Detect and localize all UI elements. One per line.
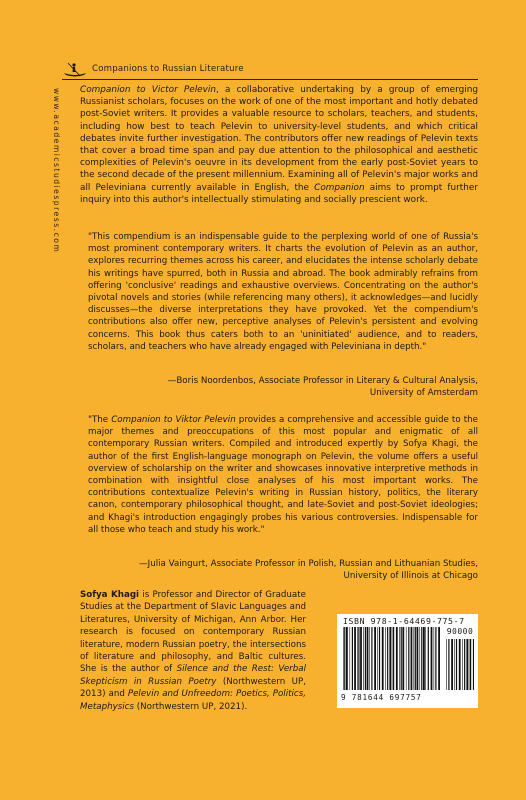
barcode-bar	[408, 627, 409, 690]
barcode-bar	[451, 639, 453, 690]
book-description	[80, 84, 478, 206]
barcode-bar	[377, 627, 378, 690]
series-name: Companions to Russian Literature	[92, 64, 244, 74]
isbn-label: ISBN 978-1-64469-775-7	[343, 616, 465, 626]
barcode-bar	[358, 627, 359, 690]
barcode-bar	[401, 627, 402, 690]
endorsement-attribution-1: —Boris Noordenbos, Associate Professor in Literary & Cultural Analysis, University of Amsterdam	[167, 376, 478, 399]
barcode-bar	[360, 627, 362, 690]
isbn-barcode	[337, 614, 478, 708]
barcode-bar	[363, 627, 364, 690]
price-addon-digits: 90000	[446, 627, 474, 636]
barcode-bar	[402, 627, 404, 690]
barcode-bar	[446, 639, 447, 690]
barcode-bar	[414, 627, 415, 690]
barcode-bar	[459, 639, 461, 690]
description-text-1: , a collaborative undertaking by a group of emerging Russianist scholars, focuses on the work of one of the most important and hotly debated post-Soviet writers. It provides a valuable resource to scholars, teachers, and students, including how best to teach Pelevin to university-level students, and which critical debates invite further investigation. The contributors offer new readings of Pelevin texts that cover a broad time span and pay due attention to the philosophical and aesthetic complexities of Pelevin's oeuvre in its development from the early post-Soviet years to the second decade of the present millennium. Examining all of Pelevin's major works and all Peleviniana currently available in English, the	[80, 85, 478, 193]
barcode-bar	[392, 627, 393, 690]
barcode-bar	[367, 627, 369, 690]
endorsement-attribution-2: —Julia Vaingurt, Associate Professor in Polish, Russian and Lithuanian Studies, University of Illinois at Chicago	[138, 559, 478, 582]
barcode-bar	[399, 627, 400, 690]
barcode-bar	[448, 639, 449, 690]
barcode-bar	[369, 627, 370, 690]
barcode-bar	[419, 627, 420, 690]
quote2-book-title: Companion to Viktor Pelevin	[111, 415, 236, 425]
barcode-bar	[438, 627, 440, 690]
rower-boat-icon	[62, 60, 88, 78]
barcode-bar	[431, 627, 433, 690]
barcode-bar	[371, 627, 372, 690]
barcode-bar	[423, 627, 425, 690]
barcode-bar	[411, 627, 413, 690]
author-bio	[80, 589, 306, 713]
barcode-bar	[456, 639, 457, 690]
barcode-bar	[470, 639, 471, 690]
barcode-bar	[421, 627, 422, 690]
description-text-2: aims to prompt further inquiry into this author's intellectually stimulating and socially prescient work.	[80, 182, 478, 205]
barcode-bar	[428, 627, 429, 690]
barcode-bars	[343, 627, 442, 690]
barcode-bar	[464, 639, 465, 690]
barcode-bar	[346, 627, 348, 690]
barcode-bar	[374, 627, 376, 690]
barcode-bar	[469, 639, 470, 690]
bio-book-2: Pelevin and Unfreedom: Poetics, Politics, Metaphysics	[80, 689, 306, 712]
barcode-bar	[406, 627, 407, 690]
quote2-text: provides a comprehensive and accessible guide to the major themes and preoccupations of this most popular and enigmatic of all contemporary Russian writers. Compiled and introduced expertly by Sofya Khagi, the author of the first English-language monograph on Pelevin, the volume offers a useful overview of scholarship on the writer and showcases innovative interpretive methods in combination with insightful close analyses of his most important works. The contributions contextualize Pelevin's writing in Russian history, politics, the literary canon, contemporary philosophical thought, and late-Soviet and post-Soviet ideologies; and Khagi's introduction engagingly probes his various controversies. Indispensable for all those who teach and study his work."	[88, 415, 478, 535]
barcode-bar	[425, 627, 426, 690]
barcode-bar	[387, 627, 388, 690]
addon-barcode-bars	[446, 639, 474, 690]
barcode-bar	[473, 639, 474, 690]
barcode-bar	[434, 627, 435, 690]
barcode-bar	[343, 627, 344, 690]
series-header	[62, 60, 478, 78]
barcode-bar	[352, 627, 353, 690]
quote2-prefix: "The	[88, 415, 112, 425]
publisher-url[interactable]	[50, 88, 62, 274]
barcode-bar	[462, 639, 463, 690]
barcode-bar	[393, 627, 394, 690]
barcode-bar	[365, 627, 366, 690]
series-divider	[62, 79, 478, 80]
barcode-bar	[435, 627, 436, 690]
barcode-bar	[357, 627, 358, 690]
barcode-bar	[385, 627, 386, 690]
barcode-bar	[396, 627, 398, 690]
ean-digits: 9 781644 697757	[341, 693, 422, 702]
barcode-bar	[354, 627, 356, 690]
barcode-bar	[417, 627, 419, 690]
endorsement-quote-1: "This compendium is an indispensable guide to the perplexing world of one of Russia's most prominent contemporary writers. It charts the evolution of Pelevin as an author, explores recurring themes across his career, and elucidates the intense scholarly debate his writings have spurred, both in Russia and abroad. The book admirably refrains from offering 'conclusive' readings and exhaustive overviews. Concentrating on the author's pivotal novels and stories (while referencing many others), it acknowledges—and lucidly discusses—the diverse interpretations they have provoked. Yet the compendium's contributions also offer new, perceptive analyses of Pelevin's persistent and evolving concerns. This book thus caters both to an 'uninitiated' audience, and to readers, scholars, and teachers who have already engaged with Peleviniana in depth."	[88, 232, 478, 352]
barcode-bar	[389, 627, 391, 690]
barcode-bar	[415, 627, 416, 690]
barcode-bar	[382, 627, 384, 690]
endorsement-quote-2	[88, 414, 478, 536]
book-title: Companion to Victor Pelevin	[80, 85, 216, 95]
author-name: Sofya Khagi	[80, 590, 140, 600]
barcode-bar	[379, 627, 380, 690]
barcode-bar	[466, 639, 468, 690]
bio-text-2: (Northwestern UP, 2013) and	[80, 676, 306, 700]
barcode-bar	[454, 639, 455, 690]
companion-word: Companion	[314, 182, 365, 193]
barcode-bar	[350, 627, 351, 690]
publisher-url-text: www.academicstudiespress.com	[52, 88, 61, 254]
bio-text-3: (Northwestern UP, 2021).	[133, 701, 248, 712]
bio-text-1: is Professor and Director of Graduate Studies at the Department of Slavic Languages and Literatures, University of Michigan, Ann Arbor. Her research is focused on contemporary Russian literature, modern Russian poetry, the intersections of literature and philosophy, and Baltic cultures. She is the author of	[80, 590, 306, 675]
bio-book-1: Silence and the Rest: Verbal Skepticism in Russian Poetry	[80, 664, 306, 687]
barcode-bar	[344, 627, 345, 690]
